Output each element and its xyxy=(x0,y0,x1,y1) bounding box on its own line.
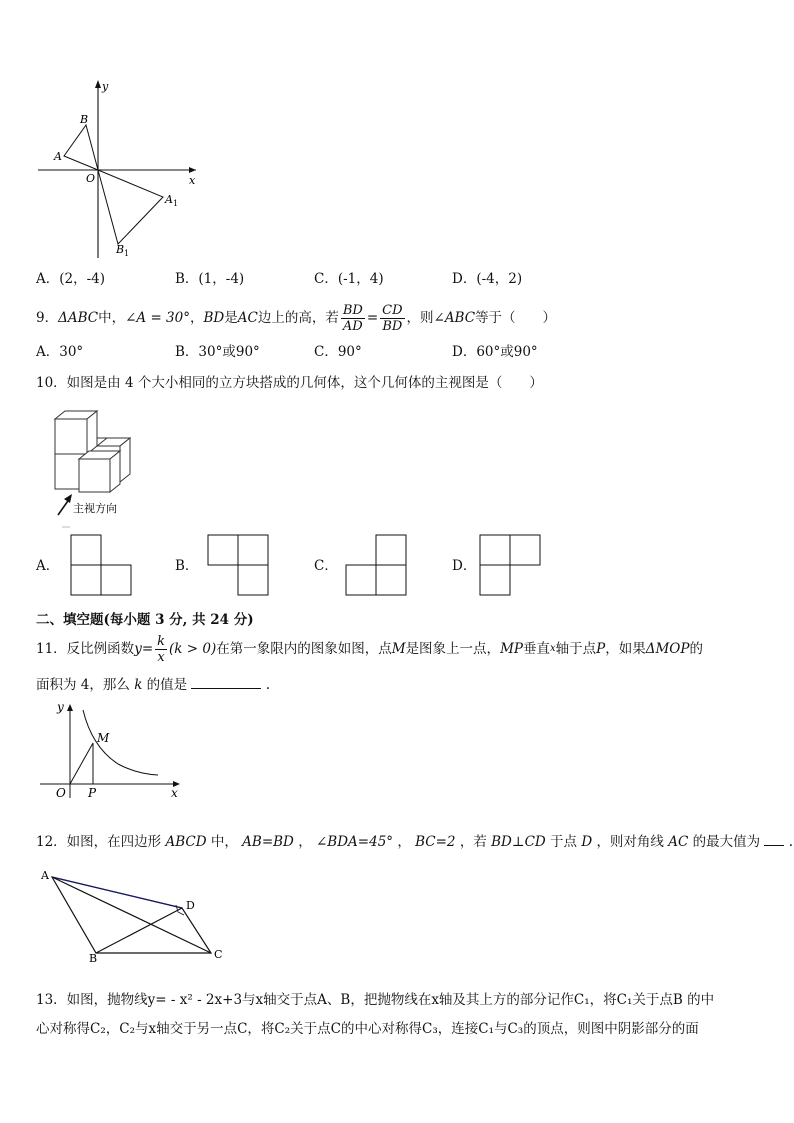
q11-answer-blank[interactable] xyxy=(191,688,261,689)
q10-option-b-view xyxy=(207,534,270,597)
q11-text-4: 轴于点 xyxy=(555,641,597,657)
q11-text-3: 垂直 xyxy=(522,641,550,657)
q12-bc: BC=2 xyxy=(415,834,456,850)
q10-option-c[interactable]: C． xyxy=(314,558,338,574)
q9-option-b[interactable]: B．30°或90° xyxy=(175,344,260,360)
q11-question-line-2 xyxy=(36,676,270,694)
q11-fraction-numerator: k xyxy=(157,633,166,649)
q9-triangle: ΔABC xyxy=(58,310,99,326)
point-b-label: B xyxy=(80,113,89,126)
q10-question: 10．如图是由 4 个大小相同的立方块搭成的几何体，这个几何体的主视图是（ ） xyxy=(36,375,543,391)
q12-text-e: ，若 xyxy=(459,834,487,850)
point-a1-subscript: 1 xyxy=(173,199,179,208)
q11-text-6: 的 xyxy=(689,641,703,657)
q11-x: x xyxy=(549,643,556,654)
q11-text-5: ，如果 xyxy=(605,641,646,657)
q11-graph-x-label: x xyxy=(171,786,178,800)
q11-fraction xyxy=(155,634,167,665)
q11-line2-b: 的值是 xyxy=(146,677,188,693)
q11-condition: (k > 0) xyxy=(169,641,217,657)
q12-perp: BD⊥CD xyxy=(491,834,546,850)
q11-point-m: M xyxy=(391,641,406,657)
q8-option-a[interactable]: A．(2，-4) xyxy=(36,271,106,287)
q12-d: D xyxy=(581,834,593,850)
q12-text-a: 12．如图，在四边形 xyxy=(36,834,162,850)
q10-option-c-view xyxy=(345,534,408,597)
q8-coordinate-figure xyxy=(30,74,220,264)
q9-option-c[interactable]: C．90° xyxy=(314,344,362,360)
q11-line2-a: 面积为 4，那么 xyxy=(36,677,130,693)
point-b1-subscript: 1 xyxy=(124,249,130,258)
q12-text-d: ， xyxy=(397,834,411,850)
q9-text-5: ，则∠ xyxy=(406,310,445,326)
q11-text-2: 是图象上一点， xyxy=(405,641,501,657)
q11-end: . xyxy=(265,677,271,693)
q9-text-2: ， xyxy=(189,310,204,326)
q11-graph-origin: O xyxy=(56,786,66,800)
q12-point-d-label: D xyxy=(186,899,195,912)
point-a-label: A xyxy=(54,150,62,163)
q9-fraction-2-numerator: CD xyxy=(382,302,403,318)
q10-caption: 主视方向 xyxy=(73,502,117,515)
q9-text-1: 中， xyxy=(98,310,126,326)
q12-answer-blank[interactable] xyxy=(764,845,784,846)
q11-point-p: P xyxy=(596,641,606,657)
q9-option-a[interactable]: A．30° xyxy=(36,344,84,360)
q12-end: . xyxy=(788,834,794,850)
q9-fraction-1-denominator: AD xyxy=(342,318,363,334)
q12-question xyxy=(36,833,793,851)
q11-equals: = xyxy=(141,641,154,657)
q11-graph-p-label: P xyxy=(88,786,97,800)
q11-k: k xyxy=(134,677,143,693)
point-b1-label: B xyxy=(116,243,125,256)
q11-graph-figure xyxy=(36,700,186,800)
q10-cube-figure xyxy=(44,405,144,529)
q12-text-f: 于点 xyxy=(550,834,578,850)
q9-fraction-2 xyxy=(380,303,404,334)
section-2-heading: 二、填空题(每小题 3 分, 共 24 分) xyxy=(36,612,254,628)
q12-point-b-label: B xyxy=(89,952,98,965)
q9-text-3: 是 xyxy=(224,310,238,326)
q9-number: 9． xyxy=(36,310,59,326)
q8-option-d[interactable]: D．(-4，2) xyxy=(452,271,523,287)
q13-question-line-1: 13．如图，抛物线y= - x² - 2x+3与x轴交于点A、B，把抛物线在x轴及其上方的部分记作C₁，将C₁关于点B 的中 xyxy=(36,992,715,1008)
q8-option-b[interactable]: B．(1，-4) xyxy=(175,271,245,287)
q12-ac: AC xyxy=(668,834,689,850)
q9-angle: ∠A = 30° xyxy=(125,310,190,326)
q9-ac: AC xyxy=(237,310,258,326)
q11-triangle: ΔMOP xyxy=(645,641,690,657)
q10-option-d-view xyxy=(479,534,542,597)
q9-fraction-1-numerator: BD xyxy=(342,302,363,318)
q9-text-4: 边上的高，若 xyxy=(257,310,339,326)
origin-label: O xyxy=(86,172,96,185)
y-axis-label: y xyxy=(102,80,109,93)
q12-point-c-label: C xyxy=(214,948,223,961)
q11-y: y xyxy=(134,641,142,657)
q11-mp: MP xyxy=(500,641,523,657)
q12-text-b: 中， xyxy=(210,834,238,850)
q11-graph-y-label: y xyxy=(57,700,64,714)
q9-question xyxy=(36,298,556,338)
q12-point-a-label: A xyxy=(41,869,49,882)
q10-option-d[interactable]: D． xyxy=(452,558,477,574)
q9-equals: = xyxy=(366,310,379,326)
q12-text-c: ， xyxy=(298,834,312,850)
q9-option-d[interactable]: D．60°或90° xyxy=(452,344,538,360)
q11-fraction-denominator: x xyxy=(157,649,165,665)
q11-graph-m-label: M xyxy=(97,731,110,745)
q9-fraction-1 xyxy=(341,303,365,334)
q9-fraction-2-denominator: BD xyxy=(382,318,403,334)
q10-option-a-view xyxy=(70,534,133,597)
q12-ab-eq-bd: AB=BD xyxy=(242,834,294,850)
q13-question-line-2: 心对称得C₂，C₂与x轴交于另一点C，将C₂关于点C的中心对称得C₃，连接C₁与C₃的顶点，则图中阴影部分的面 xyxy=(36,1021,699,1037)
q10-option-b[interactable]: B． xyxy=(175,558,199,574)
x-axis-label: x xyxy=(189,174,196,187)
q11-text-1: 在第一象限内的图象如图，点 xyxy=(216,641,392,657)
q8-option-c[interactable]: C．(-1，4) xyxy=(314,271,384,287)
point-a1-label: A xyxy=(165,193,173,206)
q11-text-prefix: 11．反比例函数 xyxy=(36,641,135,657)
q11-question-line-1 xyxy=(36,629,703,669)
q9-bd: BD xyxy=(203,310,225,326)
q12-abcd: ABCD xyxy=(165,834,207,850)
q12-text-g: ，则对角线 xyxy=(596,834,664,850)
q9-text-6: 等于（ ） xyxy=(475,310,557,326)
q12-angle: ∠BDA=45° xyxy=(315,834,394,850)
q12-quadrilateral-figure xyxy=(36,866,236,966)
q12-text-h: 的最大值为 xyxy=(692,834,761,850)
q9-abc: ABC xyxy=(444,310,476,326)
q10-option-a[interactable]: A． xyxy=(36,558,60,574)
